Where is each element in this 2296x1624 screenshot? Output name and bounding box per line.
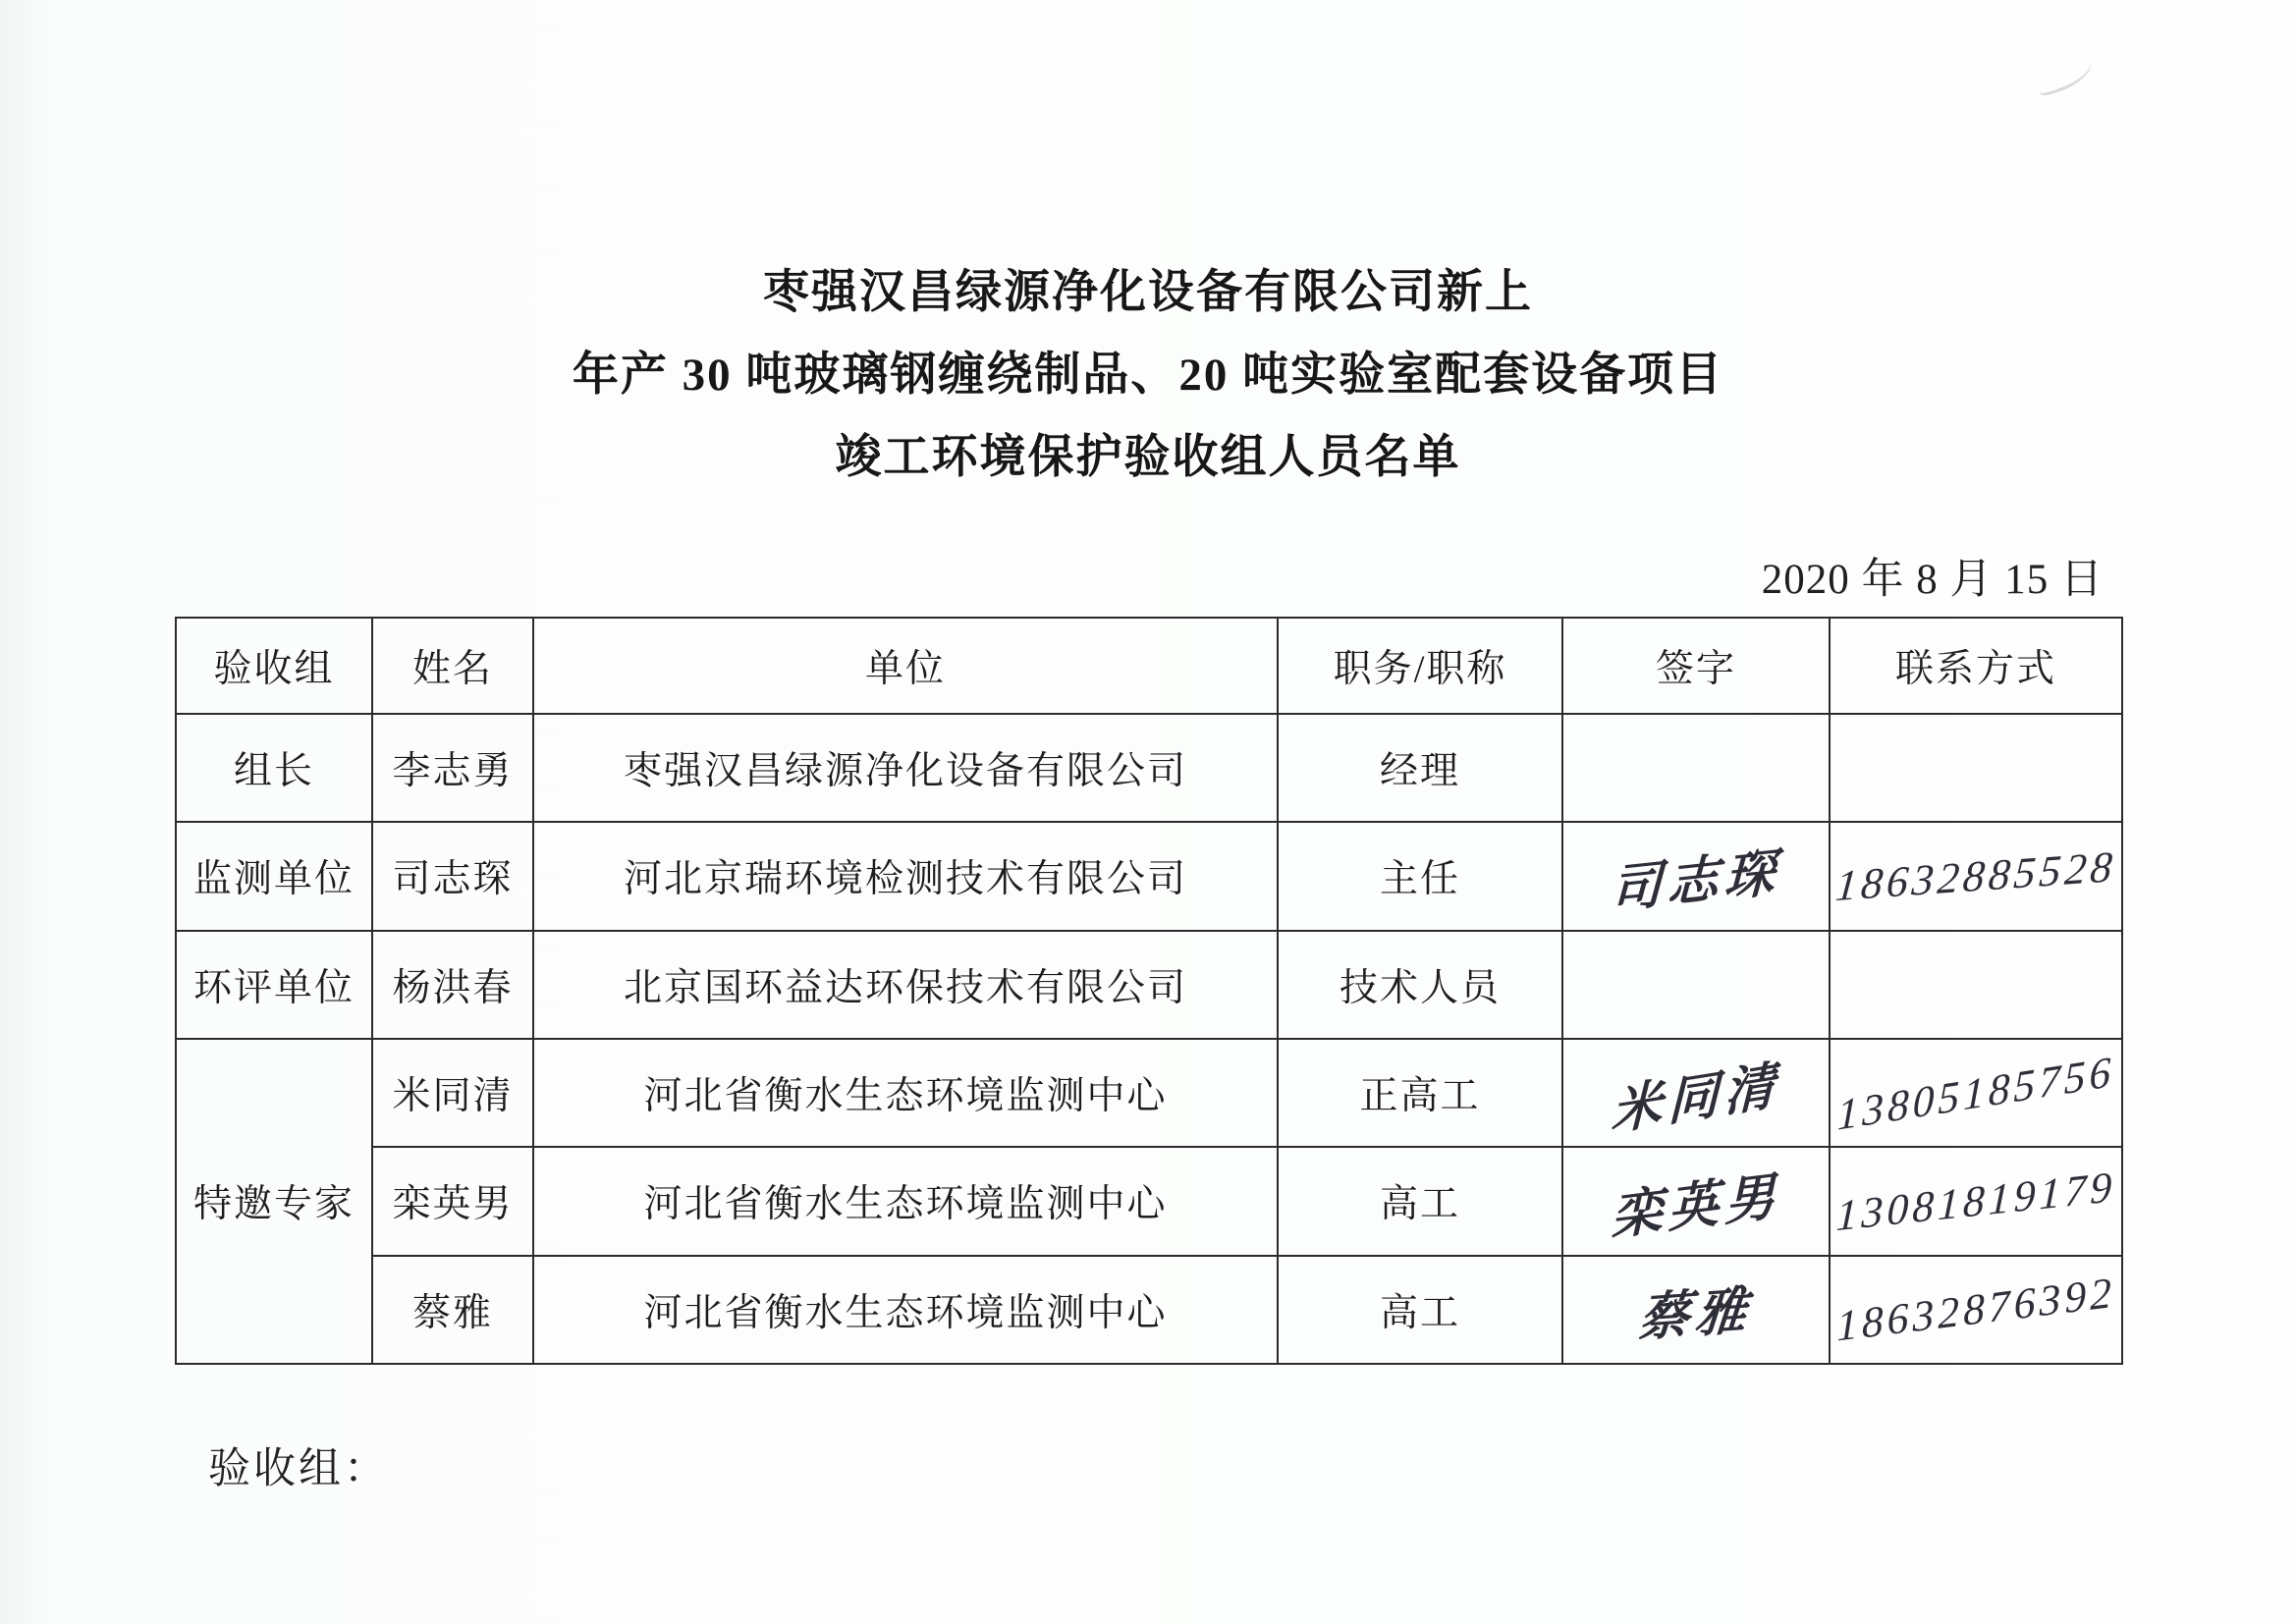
title-line-project: 年产 30 吨玻璃钢缠绕制品、20 吨实验室配套设备项目	[572, 350, 1724, 401]
signature-handwriting: 米同清	[1611, 1056, 1781, 1141]
cell-contact-empty	[1830, 931, 2122, 1039]
cell-name: 司志琛	[372, 822, 533, 930]
cell-group: 监测单位	[176, 822, 372, 930]
signature-handwriting: 司志琛	[1610, 844, 1782, 920]
cell-signature	[1562, 1039, 1830, 1147]
cell-name: 蔡雅	[372, 1256, 533, 1364]
cell-contact-empty	[1830, 714, 2122, 822]
table-row-monitoring-unit	[176, 822, 2122, 930]
cell-group: 组长	[176, 714, 372, 822]
table-row-expert-3	[176, 1256, 2122, 1364]
cell-signature	[1562, 822, 1830, 930]
cell-group: 环评单位	[176, 931, 372, 1039]
cell-title: 高工	[1278, 1147, 1562, 1255]
cell-name: 李志勇	[372, 714, 533, 822]
phone-handwriting: 13805185756	[1836, 1046, 2115, 1140]
table-row-expert-1	[176, 1039, 2122, 1147]
header-contact: 联系方式	[1830, 618, 2122, 714]
phone-handwriting: 13081819179	[1834, 1162, 2117, 1241]
cell-signature	[1562, 1147, 1830, 1255]
footer-acceptance-group-label: 验收组：	[208, 1446, 389, 1492]
title-line-company: 枣强汉昌绿源净化设备有限公司新上	[763, 267, 1533, 318]
cell-unit: 河北省衡水生态环境监测中心	[533, 1147, 1278, 1255]
cell-title: 技术人员	[1278, 931, 1562, 1039]
scan-artifact-mark	[2032, 52, 2097, 97]
cell-title: 高工	[1278, 1256, 1562, 1364]
cell-group-experts: 特邀专家	[176, 1039, 372, 1364]
cell-title: 主任	[1278, 822, 1562, 930]
signature-handwriting: 蔡雅	[1636, 1283, 1755, 1348]
cell-unit: 河北省衡水生态环境监测中心	[533, 1256, 1278, 1364]
header-unit: 单位	[533, 618, 1278, 714]
cell-title: 正高工	[1278, 1039, 1562, 1147]
cell-name: 杨洪春	[372, 931, 533, 1039]
cell-unit: 河北省衡水生态环境监测中心	[533, 1039, 1278, 1147]
cell-name: 栾英男	[372, 1147, 533, 1255]
cell-signature-empty	[1562, 714, 1830, 822]
header-signature: 签字	[1562, 618, 1830, 714]
title-line-roster: 竣工环境保护验收组人员名单	[835, 432, 1461, 483]
phone-handwriting: 18632876392	[1835, 1268, 2116, 1351]
cell-contact	[1830, 1147, 2122, 1255]
cell-contact	[1830, 822, 2122, 930]
document-date: 2020 年 8 月 15 日	[1761, 557, 2104, 603]
table-header-row	[176, 618, 2122, 714]
cell-contact	[1830, 1039, 2122, 1147]
cell-unit: 北京国环益达环保技术有限公司	[533, 931, 1278, 1039]
table-row-leader	[176, 714, 2122, 822]
cell-name: 米同清	[372, 1039, 533, 1147]
table-row-expert-2	[176, 1147, 2122, 1255]
acceptance-personnel-table	[175, 617, 2123, 1365]
header-group: 验收组	[176, 618, 372, 714]
phone-handwriting: 18632885528	[1833, 841, 2118, 911]
cell-title: 经理	[1278, 714, 1562, 822]
header-title: 职务/职称	[1278, 618, 1562, 714]
cell-contact	[1830, 1256, 2122, 1364]
cell-signature	[1562, 1256, 1830, 1364]
cell-unit: 枣强汉昌绿源净化设备有限公司	[533, 714, 1278, 822]
document-title-block	[0, 251, 2296, 499]
signature-handwriting: 栾英男	[1611, 1168, 1781, 1246]
table-row-eia-unit	[176, 931, 2122, 1039]
header-name: 姓名	[372, 618, 533, 714]
cell-signature-empty	[1562, 931, 1830, 1039]
cell-unit: 河北京瑞环境检测技术有限公司	[533, 822, 1278, 930]
